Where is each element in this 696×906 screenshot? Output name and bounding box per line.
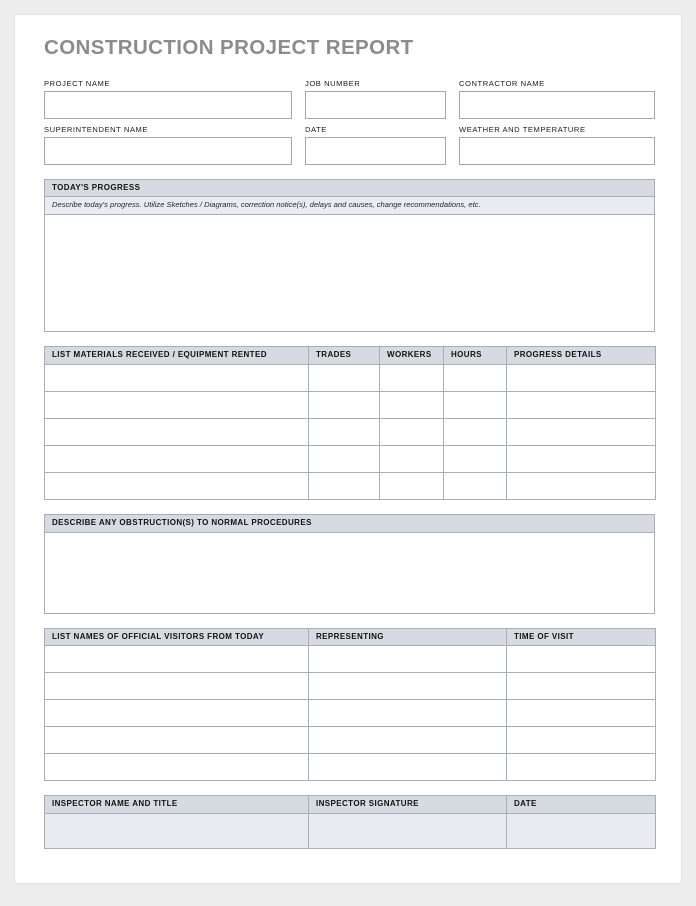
materials-col-hours: HOURS: [444, 347, 507, 365]
inspector-table: [44, 795, 656, 849]
field-label-date: DATE: [305, 124, 327, 134]
document-body: [44, 37, 655, 849]
visitors-col-time-of-visit: TIME OF VISIT: [507, 628, 656, 646]
cell[interactable]: [507, 727, 656, 754]
header-field-row-1: [44, 79, 655, 119]
field-superintendent-name: [44, 125, 292, 165]
inspector-col-date: DATE: [507, 796, 656, 814]
cell[interactable]: [507, 754, 656, 781]
materials-table: [44, 346, 656, 500]
cell[interactable]: [507, 391, 656, 418]
todays-progress-banner: TODAY'S PROGRESS: [45, 180, 654, 198]
table-row[interactable]: [45, 418, 656, 445]
cell[interactable]: [380, 445, 444, 472]
cell[interactable]: [309, 391, 380, 418]
cell[interactable]: [507, 445, 656, 472]
cell[interactable]: [444, 445, 507, 472]
field-weather-temperature: [459, 125, 655, 165]
obstruction-banner: DESCRIBE ANY OBSTRUCTION(S) TO NORMAL PROCEDURES: [45, 515, 654, 533]
cell[interactable]: [309, 472, 380, 499]
inspector-col-name-title: INSPECTOR NAME AND TITLE: [45, 796, 309, 814]
inspector-date-cell[interactable]: [507, 814, 656, 849]
materials-table-header-row: [45, 347, 656, 365]
visitors-table-body: [45, 646, 656, 781]
materials-col-materials: LIST MATERIALS RECEIVED / EQUIPMENT RENTED: [45, 347, 309, 365]
materials-col-workers: WORKERS: [380, 347, 444, 365]
cell[interactable]: [444, 418, 507, 445]
cell[interactable]: [380, 472, 444, 499]
table-row[interactable]: [45, 646, 656, 673]
materials-col-trades: TRADES: [309, 347, 380, 365]
table-row[interactable]: [45, 391, 656, 418]
cell[interactable]: [309, 754, 507, 781]
obstruction-textarea[interactable]: [45, 533, 654, 613]
cell[interactable]: [45, 754, 309, 781]
cell[interactable]: [309, 727, 507, 754]
cell[interactable]: [444, 472, 507, 499]
cell[interactable]: [45, 418, 309, 445]
todays-progress-section: [44, 179, 655, 333]
table-row[interactable]: [45, 445, 656, 472]
table-row[interactable]: [45, 814, 656, 849]
cell[interactable]: [309, 418, 380, 445]
materials-col-progress-details: PROGRESS DETAILS: [507, 347, 656, 365]
cell[interactable]: [45, 646, 309, 673]
cell[interactable]: [507, 700, 656, 727]
obstruction-section: [44, 514, 655, 614]
cell[interactable]: [444, 364, 507, 391]
field-project-name: [44, 79, 292, 119]
field-job-number: [305, 79, 446, 119]
field-label-superintendent-name: SUPERINTENDENT NAME: [44, 124, 148, 134]
table-row[interactable]: [45, 700, 656, 727]
cell[interactable]: [309, 646, 507, 673]
cell[interactable]: [507, 472, 656, 499]
table-row[interactable]: [45, 754, 656, 781]
project-name-input[interactable]: [44, 91, 292, 119]
cell[interactable]: [309, 673, 507, 700]
visitors-table: [44, 628, 656, 782]
inspector-col-signature: INSPECTOR SIGNATURE: [309, 796, 507, 814]
visitors-table-header-row: [45, 628, 656, 646]
table-row[interactable]: [45, 472, 656, 499]
cell[interactable]: [380, 418, 444, 445]
cell[interactable]: [380, 391, 444, 418]
table-row[interactable]: [45, 673, 656, 700]
cell[interactable]: [45, 445, 309, 472]
weather-temperature-input[interactable]: [459, 137, 655, 165]
field-label-job-number: JOB NUMBER: [305, 78, 361, 88]
superintendent-name-input[interactable]: [44, 137, 292, 165]
field-date: [305, 125, 446, 165]
document-page: [14, 14, 682, 884]
materials-table-body: [45, 364, 656, 499]
field-label-weather-temperature: WEATHER AND TEMPERATURE: [459, 124, 586, 134]
cell[interactable]: [507, 364, 656, 391]
cell[interactable]: [507, 646, 656, 673]
cell[interactable]: [45, 364, 309, 391]
todays-progress-instruction: Describe today's progress. Utilize Sketches / Diagrams, correction notice(s), delays and causes, change recommendations, etc.: [45, 197, 654, 215]
inspector-table-body: [45, 814, 656, 849]
cell[interactable]: [45, 391, 309, 418]
cell[interactable]: [380, 364, 444, 391]
inspector-name-cell[interactable]: [45, 814, 309, 849]
field-label-project-name: PROJECT NAME: [44, 78, 110, 88]
cell[interactable]: [444, 391, 507, 418]
cell[interactable]: [309, 700, 507, 727]
contractor-name-input[interactable]: [459, 91, 655, 119]
visitors-col-representing: REPRESENTING: [309, 628, 507, 646]
inspector-table-header-row: [45, 796, 656, 814]
cell[interactable]: [507, 673, 656, 700]
page-title: CONSTRUCTION PROJECT REPORT: [44, 36, 414, 59]
cell[interactable]: [309, 445, 380, 472]
field-contractor-name: [459, 79, 655, 119]
cell[interactable]: [507, 418, 656, 445]
inspector-signature-cell[interactable]: [309, 814, 507, 849]
cell[interactable]: [45, 673, 309, 700]
job-number-input[interactable]: [305, 91, 446, 119]
cell[interactable]: [309, 364, 380, 391]
cell[interactable]: [45, 700, 309, 727]
cell[interactable]: [45, 727, 309, 754]
header-field-row-2: [44, 125, 655, 165]
todays-progress-textarea[interactable]: [45, 215, 654, 331]
table-row[interactable]: [45, 727, 656, 754]
visitors-col-names: LIST NAMES OF OFFICIAL VISITORS FROM TODAY: [45, 628, 309, 646]
table-row[interactable]: [45, 364, 656, 391]
date-input[interactable]: [305, 137, 446, 165]
cell[interactable]: [45, 472, 309, 499]
field-label-contractor-name: CONTRACTOR NAME: [459, 78, 545, 88]
